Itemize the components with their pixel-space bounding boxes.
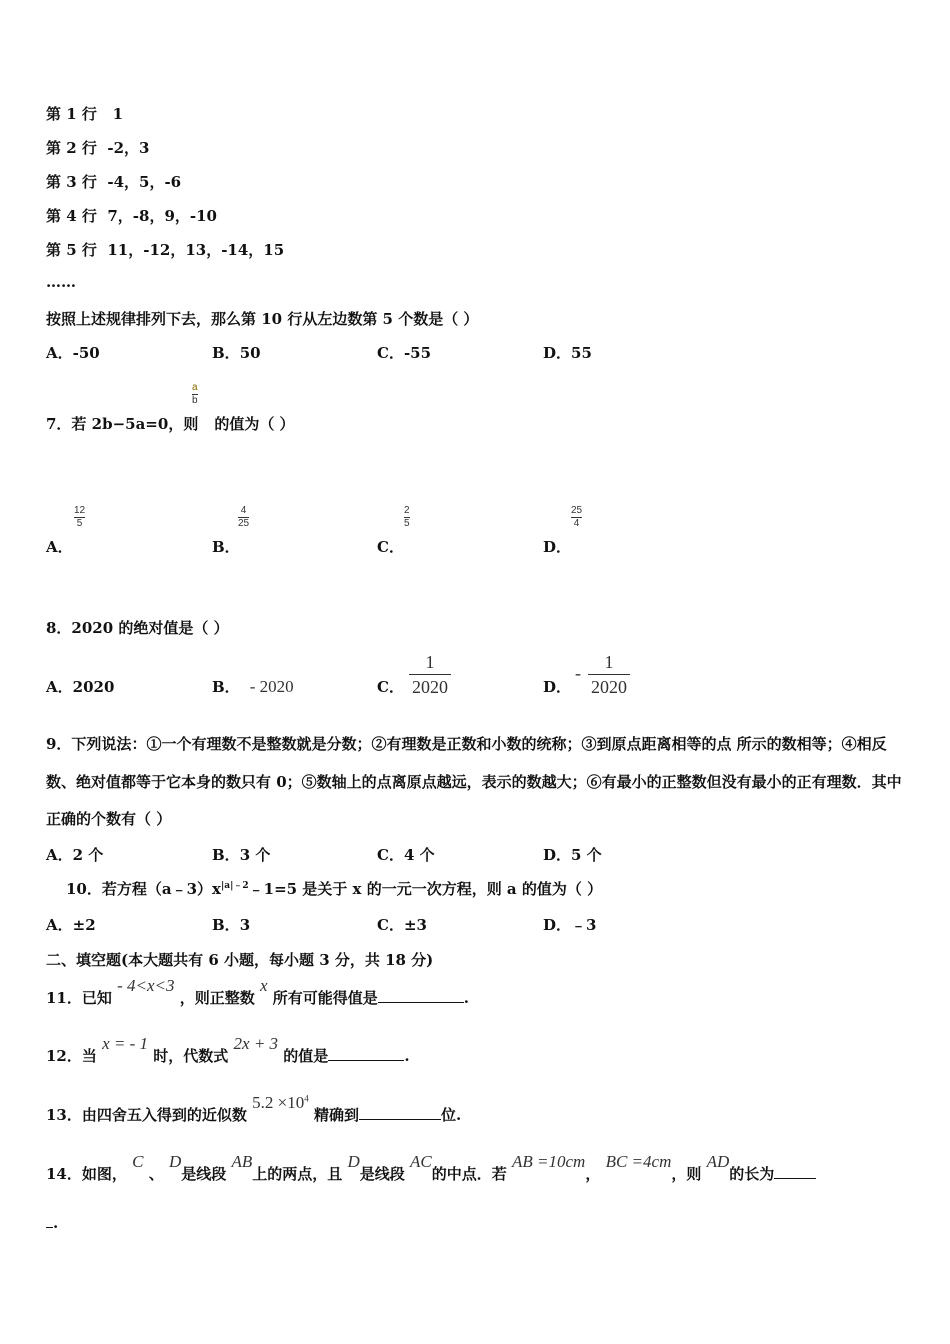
q8-option-b[interactable]: B． - 2020 — [212, 677, 294, 696]
q6-option-a[interactable]: A．-50 — [46, 344, 100, 362]
q13-math-number: $5.2 \times 10^4$ — [252, 1093, 309, 1112]
q12-math-expression: 2x + 3 — [233, 1034, 279, 1053]
q14-math-ab-eq: AB =10cm — [512, 1152, 586, 1171]
q9-stem: 9．下列说法：①一个有理数不是整数就是分数；②有理数是正数和小数的统称；③到原点距离相等的点 所示的数相等；④相反数、绝对值都等于它本身的数只有 0；⑤数轴上的点离原点越远，表示的数越大；⑥有最小的正整数但没有最小的正有理数．其中正确的个数有（ ） — [46, 735, 902, 828]
q14: 14．如图， C 、 D是线段 AB上的两点，且 D是线段 AC的中点．若 AB =10cm， BC =4cm，则 AD的长为 — [46, 1163, 816, 1184]
q14-continuation: . — [46, 1213, 58, 1232]
q7-option-c-fraction: 2 5 — [404, 505, 410, 529]
q7-option-a-fraction: 12 5 — [74, 505, 86, 529]
q8-option-d-sign: - — [575, 663, 581, 683]
q13: 13．由四舍五入得到的近似数 $5.2 \times 10^4$ 精确到 位. — [46, 1093, 462, 1124]
q7-fraction: a b — [192, 382, 198, 406]
q14-math-bc-eq: BC =4cm — [605, 1152, 672, 1171]
q8-option-d-fraction: 1 2020 — [588, 652, 630, 697]
q11-answer-blank[interactable] — [378, 988, 464, 1003]
section-2-heading: 二、填空题(本大题共有 6 小题，每小题 3 分，共 18 分) — [46, 951, 434, 969]
q7-option-d-fraction: 25 4 — [571, 505, 583, 529]
q7-option-b-fraction: 4 25 — [238, 505, 250, 529]
q14-math-ac: AC — [410, 1152, 432, 1171]
q9-option-b[interactable]: B．3 个 — [212, 846, 271, 864]
q7-option-a[interactable]: A． — [46, 538, 73, 556]
q14-math-d: D — [168, 1152, 182, 1171]
q14-math-ab: AB — [231, 1152, 253, 1171]
row-5: 第 5 行 11，-12，13，-14，15 — [46, 241, 285, 259]
q14-math-ad: AD — [706, 1152, 730, 1171]
q7-option-d[interactable]: D． — [543, 538, 572, 556]
q8-option-c[interactable]: C． — [377, 678, 404, 696]
q6-option-d[interactable]: D．55 — [543, 344, 592, 362]
q14-answer-blank-cont[interactable] — [46, 1213, 53, 1228]
row-2: 第 2 行 -2，3 — [46, 139, 150, 157]
q6-option-b[interactable]: B．50 — [212, 344, 261, 362]
q10-option-d[interactable]: D．﹣3 — [543, 916, 597, 934]
q10-option-b[interactable]: B．3 — [212, 916, 251, 934]
q8-stem: 8．2020 的绝对值是（ ） — [46, 619, 229, 637]
q10-option-a[interactable]: A．±2 — [46, 916, 96, 934]
q7-option-b[interactable]: B． — [212, 538, 240, 556]
q11: 11．已知 - 4<x<3 ，则正整数 x 所有可能得值是 . — [46, 976, 470, 1007]
q11-math-x: x — [260, 976, 268, 995]
q8-option-d[interactable]: D． — [543, 678, 572, 696]
row-3: 第 3 行 -4，5，-6 — [46, 173, 182, 191]
q12-math-x-value: x = - 1 — [102, 1034, 149, 1053]
row-1: 第 1 行 1 — [46, 105, 123, 123]
q6-option-c[interactable]: C．-55 — [377, 344, 432, 362]
q9-option-c[interactable]: C．4 个 — [377, 846, 435, 864]
q9-option-d[interactable]: D．5 个 — [543, 846, 602, 864]
q14-math-c: C — [132, 1152, 144, 1171]
q8-option-a[interactable]: A．2020 — [46, 678, 115, 696]
q10-stem: 10．若方程$(a﹣3)x^{|a|﹣2}﹣1=5$ 是关于 x 的一元一次方程，则 a 的值为（ ） — [66, 880, 603, 898]
q9-option-a[interactable]: A．2 个 — [46, 846, 104, 864]
q7-stem: 7．若 2b−5a=0，则 的值为（ ） — [46, 415, 295, 433]
q7-option-c[interactable]: C． — [377, 538, 404, 556]
q12: 12．当 x = - 1 时，代数式 2x + 3 的值是 . — [46, 1034, 410, 1065]
q14-answer-blank[interactable] — [774, 1164, 816, 1179]
q13-answer-blank[interactable] — [359, 1105, 441, 1120]
q10-option-c[interactable]: C．±3 — [377, 916, 427, 934]
row-4: 第 4 行 7，-8，9，-10 — [46, 207, 217, 225]
q12-answer-blank[interactable] — [328, 1046, 404, 1061]
ellipsis: …… — [46, 273, 76, 291]
q8-option-c-fraction: 1 2020 — [409, 652, 451, 697]
q6-stem: 按照上述规律排列下去，那么第 10 行从左边数第 5 个数是（ ） — [46, 310, 479, 328]
q14-math-d2: D — [347, 1152, 360, 1171]
q11-math-inequality: - 4<x<3 — [117, 976, 175, 995]
